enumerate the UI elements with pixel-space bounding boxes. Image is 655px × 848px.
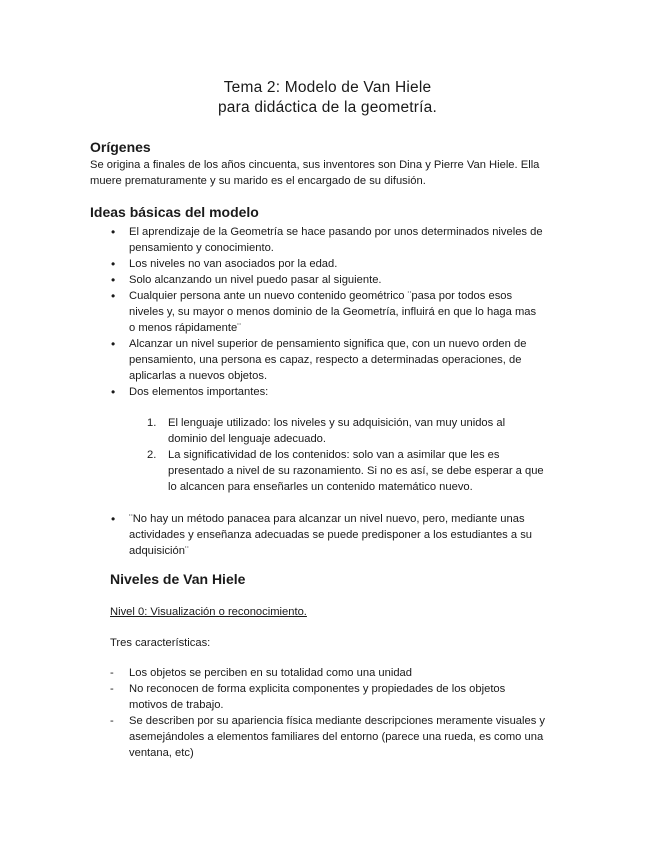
niveles-heading: Niveles de Van Hiele [110, 571, 246, 587]
bullet-glyph: • [111, 273, 116, 287]
ideas-item-3-line-1: Solo alcanzando un nivel puedo pasar al siguiente. [129, 274, 382, 286]
bullet-glyph: • [111, 257, 116, 271]
bullet-glyph: • [111, 337, 116, 351]
origenes-text-line-2: muere prematuramente y su marido es el encargado de su difusión. [90, 175, 426, 187]
origenes-heading: Orígenes [90, 139, 151, 155]
dash-item-3-line-2: asemejándoles a elementos familiares del entorno (parece una rueda, es como una [129, 731, 544, 743]
dash-item-2-line-2: motivos de trabajo. [129, 699, 224, 711]
ideas-item-2-line-1: Los niveles no van asociados por la edad. [129, 258, 338, 270]
numbered-item-2-line-2: presentado a nivel de su razonamiento. Si no es así, se debe esperar a que [168, 465, 544, 477]
ideas-item-5-line-1: Alcanzar un nivel superior de pensamiento significa que, con un nuevo orden de [129, 338, 527, 350]
ideas-last-line-3: adquisición¨ [129, 545, 189, 557]
numbered-item-1-line-1: El lenguaje utilizado: los niveles y su adquisición, van muy unidos al [168, 417, 506, 429]
ideas-item-4-line-2: niveles y, su mayor o menos dominio de la Geometría, influirá en que lo haga mas [129, 306, 537, 318]
numbered-item-1-number: 1. [147, 417, 157, 429]
bullet-glyph: • [111, 512, 116, 526]
ideas-item-1-line-1: El aprendizaje de la Geometría se hace pasando por unos determinados niveles de [129, 226, 543, 238]
ideas-heading: Ideas básicas del modelo [90, 204, 259, 220]
dash-glyph: - [110, 683, 114, 695]
ideas-item-4-line-1: Cualquier persona ante un nuevo contenido geométrico ¨pasa por todos esos [129, 290, 513, 302]
bullet-glyph: • [111, 385, 116, 399]
bullet-glyph: • [111, 289, 116, 303]
ideas-item-1-line-2: pensamiento y conocimiento. [129, 242, 274, 254]
numbered-item-1-line-2: dominio del lenguaje adecuado. [168, 433, 326, 445]
dash-item-3-line-1: Se describen por su apariencia física mediante descripciones meramente visuales y [129, 715, 546, 727]
ideas-last-line-2: actividades y enseñanza adecuadas se puede predisponer a los estudiantes a su [129, 529, 533, 541]
document-title-line-1: Tema 2: Modelo de Van Hiele [223, 79, 432, 96]
ideas-last-line-1: ¨No hay un método panacea para alcanzar un nivel nuevo, pero, mediante unas [129, 513, 525, 525]
dash-glyph: - [110, 667, 114, 679]
dash-item-2-line-1: No reconocen de forma explicita componentes y propiedades de los objetos [129, 683, 506, 695]
bullet-glyph: • [111, 225, 116, 239]
numbered-item-2-line-1: La significatividad de los contenidos: solo van a asimilar que les es [168, 449, 500, 461]
ideas-item-5-line-2: pensamiento, una persona es capaz, respecto a determinadas operaciones, de [129, 354, 522, 366]
origenes-text-line-1: Se origina a finales de los años cincuenta, sus inventores son Dina y Pierre Van Hiele. Ella [90, 159, 540, 171]
tres-caracteristicas: Tres características: [110, 637, 211, 649]
ideas-item-5-line-3: aplicarlas a nuevos objetos. [129, 370, 268, 382]
nivel0-title: Nivel 0: Visualización o reconocimiento. [110, 606, 307, 618]
ideas-item-4-line-3: o menos rápidamente¨ [129, 322, 241, 334]
document-title-line-2: para didáctica de la geometría. [217, 99, 438, 116]
numbered-item-2-line-3: lo alcancen para enseñarles un contenido matemático nuevo. [168, 481, 473, 493]
dash-item-1-line-1: Los objetos se perciben en su totalidad como una unidad [129, 667, 412, 679]
dash-item-3-line-3: ventana, etc) [129, 747, 194, 759]
dash-glyph: - [110, 715, 114, 727]
ideas-item-6-line-1: Dos elementos importantes: [129, 386, 269, 398]
numbered-item-2-number: 2. [147, 449, 157, 461]
